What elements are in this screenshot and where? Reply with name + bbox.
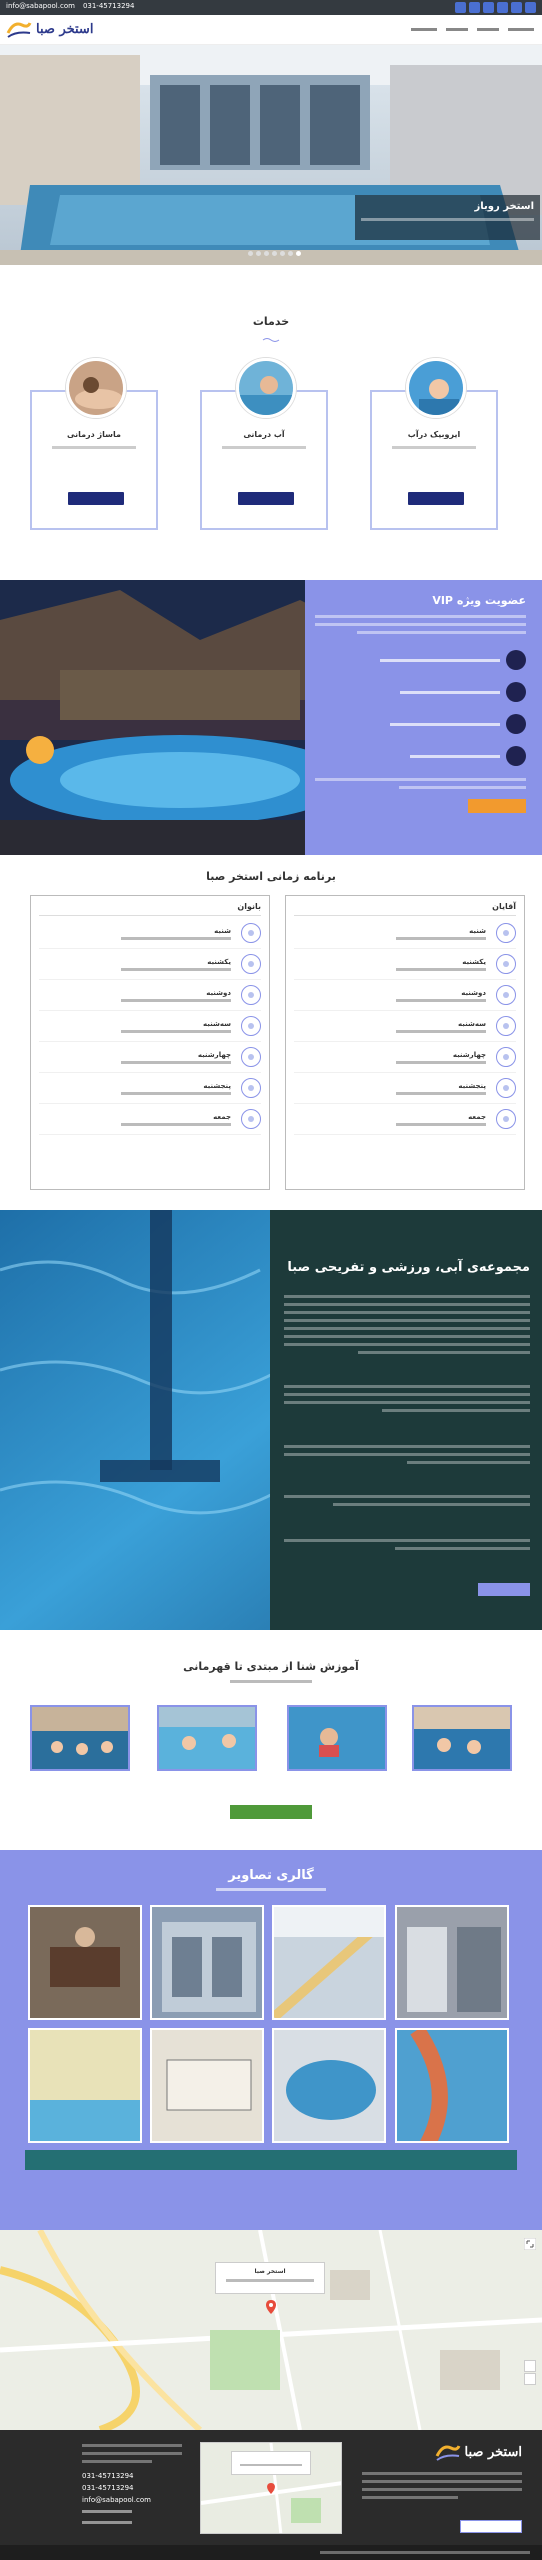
gallery-image[interactable]	[272, 1905, 386, 2020]
service-title: آب درمانی	[243, 430, 285, 439]
slider-dot[interactable]	[264, 251, 269, 256]
feature-icon	[506, 746, 526, 766]
training-image[interactable]	[30, 1705, 130, 1771]
clock-icon	[241, 954, 261, 974]
schedule-time	[396, 1092, 486, 1095]
gallery-view-all-button[interactable]	[25, 2150, 517, 2170]
hero-caption-title: استخر روباز	[474, 201, 534, 212]
schedule-time	[121, 999, 231, 1002]
schedule-day: سه‌شنبه	[203, 1019, 231, 1028]
footer-phone-2[interactable]: 031-45713294	[82, 2484, 134, 2492]
site-header	[0, 15, 542, 45]
schedule-day: دوشنبه	[206, 988, 231, 997]
service-title: ایروبیک درآب	[407, 430, 461, 439]
about-paragraph	[284, 1539, 530, 1563]
gallery-image[interactable]	[395, 1905, 509, 2020]
telegram-icon[interactable]	[455, 2, 466, 13]
service-more-button[interactable]	[238, 492, 294, 505]
whatsapp-icon[interactable]	[483, 2, 494, 13]
nav-item[interactable]	[411, 28, 437, 31]
schedule-time	[396, 999, 486, 1002]
site-footer	[0, 2430, 542, 2545]
zoom-out-button[interactable]	[524, 2373, 536, 2385]
nav-item[interactable]	[508, 28, 534, 31]
footer-email[interactable]: info@sabapool.com	[82, 2496, 151, 2504]
footer-contact	[82, 2444, 182, 2524]
clock-icon	[496, 923, 516, 943]
schedule-row	[294, 1011, 516, 1042]
top-contact	[6, 2, 134, 10]
training-register-button[interactable]	[230, 1805, 312, 1819]
footer-map-title: استخر صبا	[258, 2455, 284, 2461]
gallery-subtitle	[0, 1888, 542, 1891]
footer-address	[82, 2444, 182, 2470]
vip-feature	[315, 746, 526, 766]
services-section	[0, 265, 542, 580]
clock-icon	[241, 1016, 261, 1036]
training-section	[0, 1630, 542, 1850]
footer-phone-1[interactable]: 031-45713294	[82, 2472, 134, 2480]
slider-dot[interactable]	[288, 251, 293, 256]
service-desc	[32, 446, 156, 449]
about-paragraph	[284, 1295, 530, 1365]
slider-dot-active[interactable]	[296, 251, 301, 256]
slider-dots	[248, 251, 301, 256]
schedule-time	[121, 937, 231, 940]
training-image[interactable]	[287, 1705, 387, 1771]
social-links	[455, 2, 536, 13]
about-more-button[interactable]	[478, 1583, 530, 1596]
schedule-time	[396, 937, 486, 940]
copyright-text	[320, 2551, 530, 2554]
clock-icon	[496, 1016, 516, 1036]
service-image	[406, 358, 466, 418]
footer-map[interactable]	[200, 2442, 342, 2534]
hero-caption	[355, 195, 540, 240]
vip-outro	[315, 778, 526, 789]
slider-dot[interactable]	[248, 251, 253, 256]
schedule-time	[121, 1092, 231, 1095]
gallery-image[interactable]	[395, 2028, 509, 2143]
clock-icon	[496, 1078, 516, 1098]
gallery-image[interactable]	[150, 1905, 264, 2020]
gallery-image[interactable]	[272, 2028, 386, 2143]
vip-join-button[interactable]	[468, 799, 526, 813]
gallery-section	[0, 1850, 542, 2230]
youtube-icon[interactable]	[525, 2, 536, 13]
footer-about-text	[362, 2472, 522, 2504]
nav-item[interactable]	[446, 28, 468, 31]
clock-icon	[241, 1109, 261, 1129]
slider-dot[interactable]	[256, 251, 261, 256]
schedule-day: یکشنبه	[207, 957, 231, 966]
divider-icon	[262, 337, 280, 343]
service-more-button[interactable]	[68, 492, 124, 505]
schedule-time	[121, 1061, 231, 1064]
hero-slider[interactable]	[0, 45, 542, 265]
gallery-image[interactable]	[28, 2028, 142, 2143]
nav-item[interactable]	[477, 28, 499, 31]
footer-map-address	[232, 2464, 310, 2466]
footer-map-card	[231, 2451, 311, 2475]
top-email[interactable]: info@sabapool.com	[6, 2, 75, 10]
schedule-section	[0, 855, 542, 1210]
schedule-row	[294, 1042, 516, 1073]
schedule-row	[294, 1073, 516, 1104]
schedule-day: پنجشنبه	[458, 1081, 486, 1090]
vip-feature	[315, 714, 526, 734]
schedule-time	[121, 968, 231, 971]
service-title: ماساژ درمانی	[67, 430, 121, 439]
top-bar	[0, 0, 542, 15]
clock-icon	[496, 985, 516, 1005]
brand-name: استخر صبا	[36, 21, 94, 37]
map-info-card	[215, 2262, 325, 2294]
vip-panel	[305, 580, 542, 855]
service-image	[66, 358, 126, 418]
service-more-button[interactable]	[408, 492, 464, 505]
instagram-icon[interactable]	[469, 2, 480, 13]
about-panel	[270, 1210, 542, 1630]
map-pin-icon[interactable]	[267, 2483, 275, 2494]
about-paragraph	[284, 1385, 530, 1425]
schedule-row	[294, 918, 516, 949]
clock-icon	[496, 1109, 516, 1129]
clock-icon	[496, 954, 516, 974]
site-logo[interactable]	[6, 19, 93, 39]
clock-icon	[241, 1078, 261, 1098]
feature-icon	[506, 682, 526, 702]
schedule-row	[39, 980, 261, 1011]
feature-icon	[506, 714, 526, 734]
footer-logo[interactable]	[435, 2442, 522, 2462]
about-title: مجموعه‌ی آبی، ورزشی و تفریحی صبا	[287, 1260, 530, 1275]
schedule-men	[285, 895, 525, 1190]
schedule-time	[396, 1030, 486, 1033]
map-marker-title: استخر صبا	[254, 2268, 286, 2275]
schedule-time	[396, 1123, 486, 1126]
schedule-row	[39, 1073, 261, 1104]
about-section	[0, 1210, 542, 1630]
zoom-in-button[interactable]	[524, 2360, 536, 2372]
slider-dot[interactable]	[280, 251, 285, 256]
fullscreen-icon[interactable]	[524, 2238, 536, 2250]
gallery-image[interactable]	[28, 1905, 142, 2020]
clock-icon	[241, 923, 261, 943]
vip-feature	[315, 682, 526, 702]
map-canvas	[0, 2230, 542, 2430]
training-title: آموزش شنا از مبتدی تا قهرمانی	[183, 1660, 359, 1673]
schedule-row	[294, 980, 516, 1011]
schedule-day: یکشنبه	[462, 957, 486, 966]
twitter-icon[interactable]	[511, 2, 522, 13]
feature-icon	[506, 650, 526, 670]
slider-dot[interactable]	[272, 251, 277, 256]
schedule-row	[39, 1011, 261, 1042]
schedule-day: جمعه	[213, 1112, 231, 1121]
schedule-row	[39, 918, 261, 949]
wave-logo-icon	[435, 2442, 461, 2462]
schedule-row	[39, 1104, 261, 1135]
schedule-time	[121, 1030, 231, 1033]
top-phone[interactable]: 031-45713294	[82, 2, 135, 10]
clock-icon	[241, 985, 261, 1005]
training-subtitle	[230, 1680, 312, 1683]
schedule-day: دوشنبه	[461, 988, 486, 997]
service-image	[236, 358, 296, 418]
clock-icon	[241, 1047, 261, 1067]
schedule-time	[396, 1061, 486, 1064]
schedule-day: شنبه	[469, 926, 486, 935]
schedule-women-title: بانوان	[39, 902, 261, 916]
service-card	[200, 390, 328, 530]
services-title: خدمات	[252, 315, 290, 328]
schedule-row	[39, 949, 261, 980]
schedule-row	[294, 1104, 516, 1135]
schedule-day: چهارشنبه	[197, 1050, 231, 1059]
footer-instagram[interactable]	[82, 2510, 182, 2513]
footer-telegram[interactable]	[82, 2521, 182, 2524]
footer-brand-name: استخر صبا	[464, 2444, 522, 2460]
about-paragraph	[284, 1495, 530, 1519]
schedule-time	[121, 1123, 231, 1126]
schedule-row	[39, 1042, 261, 1073]
about-paragraph	[284, 1445, 530, 1475]
schedule-row	[294, 949, 516, 980]
service-card	[30, 390, 158, 530]
wave-logo-icon	[6, 19, 32, 39]
schedule-day: شنبه	[214, 926, 231, 935]
schedule-day: جمعه	[468, 1112, 486, 1121]
gallery-image[interactable]	[150, 2028, 264, 2143]
schedule-day: سه‌شنبه	[458, 1019, 486, 1028]
vip-feature	[315, 650, 526, 670]
footer-more-button[interactable]	[460, 2520, 522, 2533]
schedule-title: برنامه زمانی استخر صبا	[206, 870, 336, 883]
clock-icon	[496, 1047, 516, 1067]
vip-title: عضویت ویژه VIP	[432, 594, 526, 607]
schedule-day: چهارشنبه	[452, 1050, 486, 1059]
main-nav	[411, 25, 534, 31]
service-desc	[202, 446, 326, 449]
hero-caption-text	[361, 218, 534, 221]
training-image[interactable]	[412, 1705, 512, 1771]
schedule-women	[30, 895, 270, 1190]
schedule-men-title: آقایان	[294, 902, 516, 916]
copyright-bar	[0, 2545, 542, 2560]
service-desc	[372, 446, 496, 449]
map-section[interactable]	[0, 2230, 542, 2430]
vip-section	[0, 580, 542, 855]
schedule-day: پنجشنبه	[203, 1081, 231, 1090]
vip-intro	[315, 615, 526, 634]
training-image[interactable]	[157, 1705, 257, 1771]
map-pin-icon[interactable]	[266, 2300, 276, 2314]
map-marker-address	[216, 2279, 324, 2282]
schedule-time	[396, 968, 486, 971]
service-card	[370, 390, 498, 530]
facebook-icon[interactable]	[497, 2, 508, 13]
gallery-title: گالری تصاویر	[228, 1868, 314, 1883]
